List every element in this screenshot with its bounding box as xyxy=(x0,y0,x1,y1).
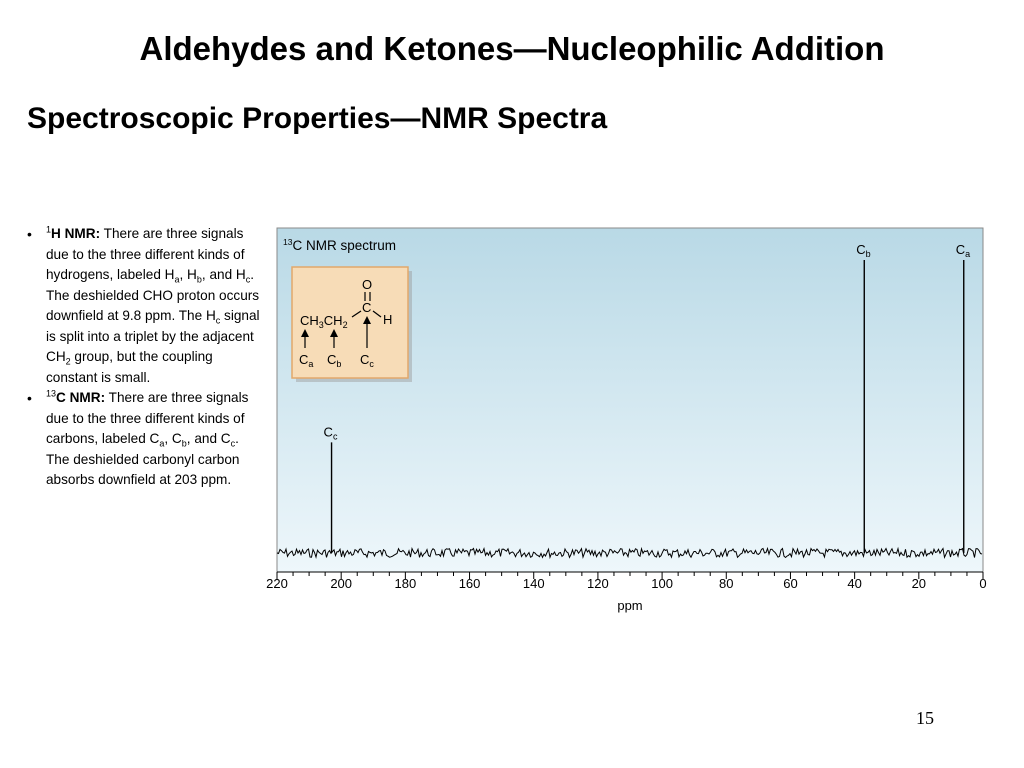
spectrum-title-text: C NMR spectrum xyxy=(292,238,396,253)
c-nmr-sub: c xyxy=(230,438,236,449)
h-nmr-sub: c xyxy=(215,315,221,326)
carbonyl-carbon: C xyxy=(362,300,372,315)
x-tick-label: 100 xyxy=(651,576,673,591)
h-nmr-text: There are three signals due to the three different kinds of hydrogens, labeled H xyxy=(46,226,245,282)
label-main: C xyxy=(360,352,370,367)
h-nmr-text: signal is split into a triplet by the adjacent CH xyxy=(46,308,260,364)
spectrum-title xyxy=(283,237,396,253)
x-tick-label: 60 xyxy=(783,576,798,591)
inset-formula xyxy=(300,313,348,330)
oxygen-atom: O xyxy=(362,277,373,292)
peak-label: $C_b$ xyxy=(856,241,871,259)
formula-sub: 2 xyxy=(342,320,348,330)
c-nmr-sub: a xyxy=(159,438,165,449)
h-nmr-sub: b xyxy=(196,274,202,285)
label-sub: c xyxy=(369,359,374,369)
c-nmr-sub: b xyxy=(181,438,187,449)
x-tick-label: 180 xyxy=(394,576,417,591)
c-nmr-text: There are three signals due to the three different kinds of carbons, labeled C xyxy=(46,390,249,446)
label-sub: a xyxy=(308,359,314,369)
x-tick-label: 160 xyxy=(458,576,481,591)
h-nmr-sub: c xyxy=(245,274,251,285)
x-tick-label: 200 xyxy=(330,576,353,591)
label-sub: b xyxy=(336,359,342,369)
peak-label: $C_c$ xyxy=(323,424,338,442)
slide-title: Aldehydes and Ketones—Nucleophilic Addition xyxy=(139,30,885,67)
formula-ch: CH xyxy=(323,313,343,328)
structure-inset xyxy=(292,267,412,382)
peak-label: $C_a$ xyxy=(955,241,971,259)
x-tick-label: 20 xyxy=(911,576,927,591)
x-tick-label: 220 xyxy=(266,576,288,591)
slide-subtitle: Spectroscopic Properties—NMR Spectra xyxy=(27,102,608,135)
x-axis-label: ppm xyxy=(617,598,643,613)
h-nmr-sub: 2 xyxy=(65,356,71,367)
x-tick-label: 120 xyxy=(587,576,609,591)
h-nmr-text: , and H xyxy=(201,267,246,282)
x-tick-label: 140 xyxy=(522,576,545,591)
formula-sub: 3 xyxy=(318,320,324,330)
spectrum-title-sup: 13 xyxy=(283,237,293,247)
label-main: C xyxy=(299,352,309,367)
hydrogen-atom: H xyxy=(383,312,393,327)
h-nmr-superscript: 1 xyxy=(46,224,52,235)
c-nmr-text: , C xyxy=(164,431,182,446)
c-nmr-text: , and C xyxy=(186,431,231,446)
label-main: C xyxy=(327,352,337,367)
c-nmr-text: . The deshielded carbonyl carbon absorbs downfield at 203 ppm. xyxy=(46,431,240,487)
c-nmr-superscript: 13 xyxy=(46,388,57,399)
x-tick-label: 80 xyxy=(719,576,734,591)
h-nmr-text: , H xyxy=(179,267,197,282)
h-nmr-text: . The deshielded CHO proton occurs downfield at 9.8 ppm. The H xyxy=(46,267,260,323)
h-nmr-text: group, but the coupling constant is small. xyxy=(46,349,213,385)
h-nmr-sub: a xyxy=(174,274,180,285)
c-nmr-heading: C NMR: xyxy=(56,390,106,405)
h-nmr-heading: H NMR: xyxy=(51,226,101,241)
formula-ch: CH xyxy=(300,313,319,328)
x-tick-label: 40 xyxy=(847,576,862,591)
x-axis-ticks xyxy=(266,572,986,591)
x-tick-label: 0 xyxy=(979,576,987,591)
page-number: 15 xyxy=(916,708,934,728)
